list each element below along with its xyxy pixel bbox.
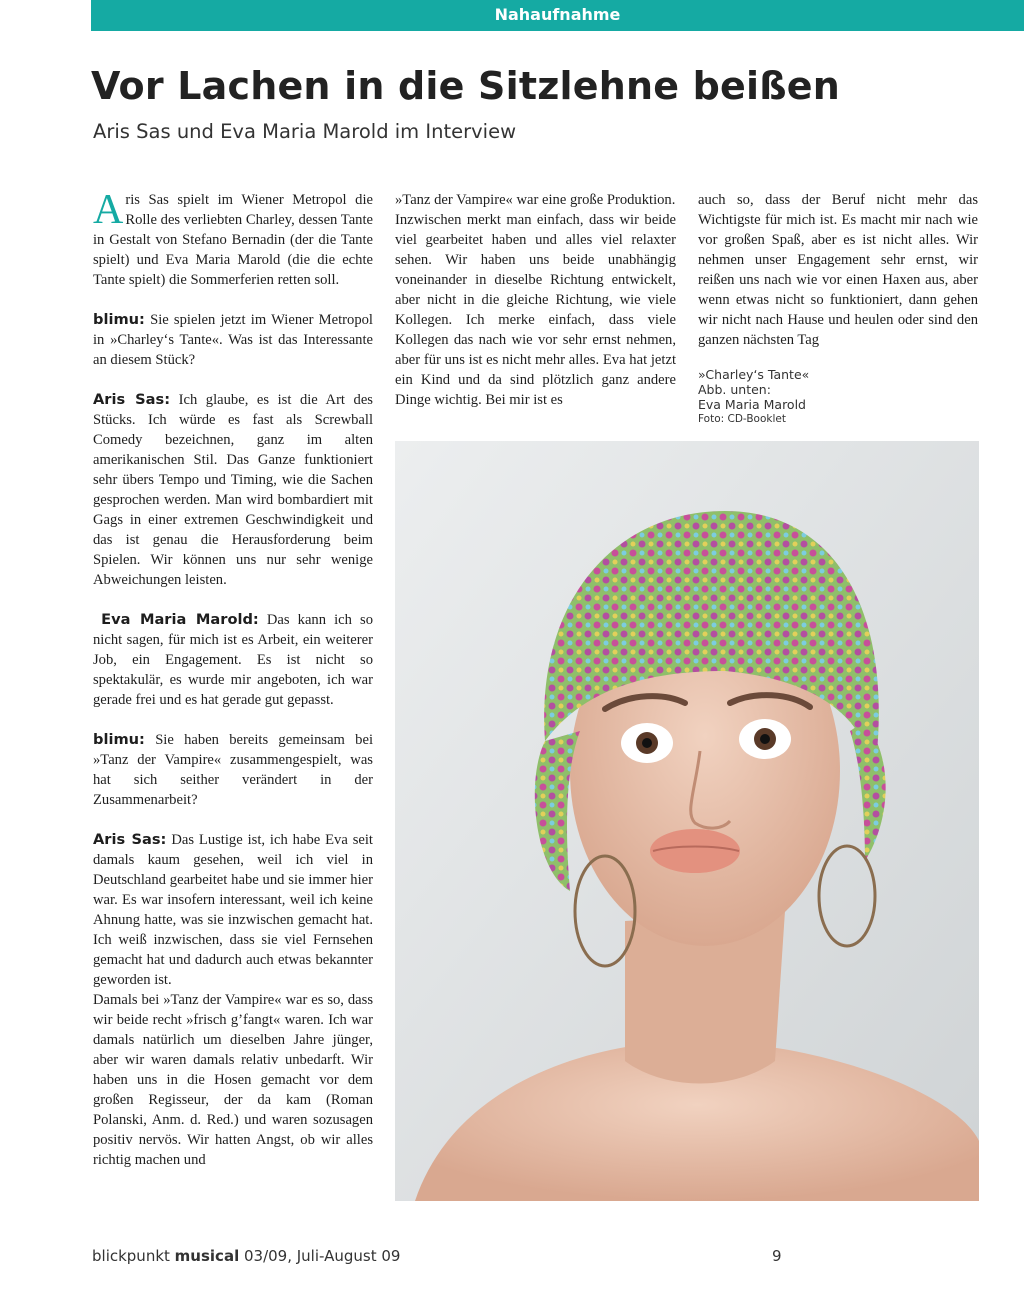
photo-credit: Foto: CD-Booklet: [698, 413, 786, 425]
interviewer-label: blimu:: [93, 311, 145, 328]
answer-3: [93, 830, 373, 990]
speaker-label: Aris Sas:: [93, 391, 171, 408]
text-column-3: [698, 190, 978, 350]
caption-line-2: Abb. unten:: [698, 382, 771, 397]
interviewer-label: blimu:: [93, 731, 145, 748]
answer-1: [93, 390, 373, 590]
answer-2-text: Das kann ich so nicht sagen, für mich ist es Arbeit, ein weiterer Job, ein Engagement. Es ist nicht so spektakulär, es wurde mir angeboten, ich war gerade frei und es hat gerade gut gepasst.: [93, 612, 373, 708]
intro-text: ris Sas spielt im Wiener Metropol die Rolle des verliebten Charley, dessen Tante in Gestalt von Stefano Bernadin (der die Tante spielt) und Eva Maria Marold (die die echte Tante spielt) die Sommerferien retten soll.: [93, 192, 373, 288]
page-number: 9: [772, 1247, 782, 1265]
col2-paragraph-2: Inzwischen merkt man einfach, dass wir beide viel gearbeitet haben und alles viel relaxter sehen. Wir haben uns beide unabhängig voneinander in dieselbe Richtung entwickelt, aber nicht in die gleiche Richtung, wie viele Kollegen. Ich merke einfach, dass viele Kollegen das nach wie vor sehr ernst nehmen, aber für uns ist es nicht mehr alles. Eva hat jetzt ein Kind und da sind plötzlich ganz andere Dinge wichtig. Bei mir ist es: [395, 212, 676, 408]
photo-caption: [698, 367, 958, 427]
speaker-label: Eva Maria Marold:: [101, 611, 259, 628]
question-2-text: Sie haben bereits gemeinsam bei »Tanz der Vampire« zusammengespielt, was hat sich seither verändert in der Zusammenarbeit?: [93, 732, 374, 808]
question-2: [93, 730, 373, 810]
footer-magazine-info: [92, 1247, 400, 1265]
col3-paragraph-1: auch so, dass der Beruf nicht mehr das Wichtigste für mich ist. Es macht mir nach wie vor großen Spaß, aber es ist nicht alles. Wir nehmen unser Engagement sehr ernst, wir reißen uns nach wie vor einen Haxen aus, aber wenn etwas nicht so funktioniert, dann gehen wir nicht nach Hause und heulen oder sind den ganzen nächsten Tag: [698, 192, 978, 348]
speaker-label: Aris Sas:: [93, 831, 167, 848]
answer-2: [93, 610, 373, 710]
article-subtitle: Aris Sas und Eva Maria Marold im Interview: [93, 120, 517, 143]
answer-3-continued: Damals bei »Tanz der Vampire« war es so, dass wir beide recht »frisch g’fangt« waren. Ich war damals natürlich um dieselben Jahre jünger, aber wir waren damals relativ unbedarft. Wir haben uns in die Hosen gemacht vor dem großen Regisseur, der da kam (Roman Polanski, Anm. d. Red.) und waren sozusagen positiv nervös. Wir hatten Angst, ob wir alles richtig machen und: [93, 992, 373, 1168]
caption-line-1: »Charley‘s Tante«: [698, 367, 810, 382]
drop-cap: A: [93, 187, 124, 233]
magazine-name-strong: musical: [174, 1247, 240, 1265]
text-column-1: [93, 187, 374, 1170]
answer-1-text: Ich glaube, es ist die Art des Stücks. Ich würde es fast als Screwball Comedy bezeichnen, ganz im alten amerikanischen Stil. Das Ganze funktioniert sehr übers Tempo und Timing, wie die Sachen gesprochen werden. Man wird bombardiert mit Gags in einer extremen Geschwindigkeit und das ist genau die Herausforderung beim Spielen. Wir können uns nur sehr wenige Abweichungen leisten.: [93, 392, 373, 588]
portrait-illustration: [395, 441, 979, 1201]
section-header-bar: [91, 0, 1024, 31]
question-1: [93, 310, 373, 370]
intro-paragraph: [93, 187, 373, 290]
text-column-2: [395, 190, 676, 410]
col2-paragraph-1: »Tanz der Vampire« war eine große Produktion.: [395, 192, 676, 208]
answer-3-text: Das Lustige ist, ich habe Eva seit damals kaum gesehen, weil ich viel in Deutschland gearbeitet habe und sie immer hier war. Es war insofern interessant, weil ich keine Ahnung hatte, was sie inzwischen gemacht hat. Ich weiß inzwischen, dass sie viel Fernsehen gemacht hat und dadurch auch etwas bekannter geworden ist.: [93, 832, 373, 988]
magazine-name-prefix: blickpunkt: [92, 1247, 175, 1265]
article-title: Vor Lachen in die Sitzlehne beißen: [91, 64, 840, 108]
question-1-text: Sie spielen jetzt im Wiener Metropol in »Charley‘s Tante«. Was ist das Interessante an diesem Stück?: [93, 312, 373, 368]
caption-line-3: Eva Maria Marold: [698, 397, 806, 412]
portrait-photo: [395, 441, 979, 1201]
issue-info: 03/09, Juli-August 09: [239, 1247, 401, 1265]
section-label: Nahaufnahme: [494, 5, 621, 24]
